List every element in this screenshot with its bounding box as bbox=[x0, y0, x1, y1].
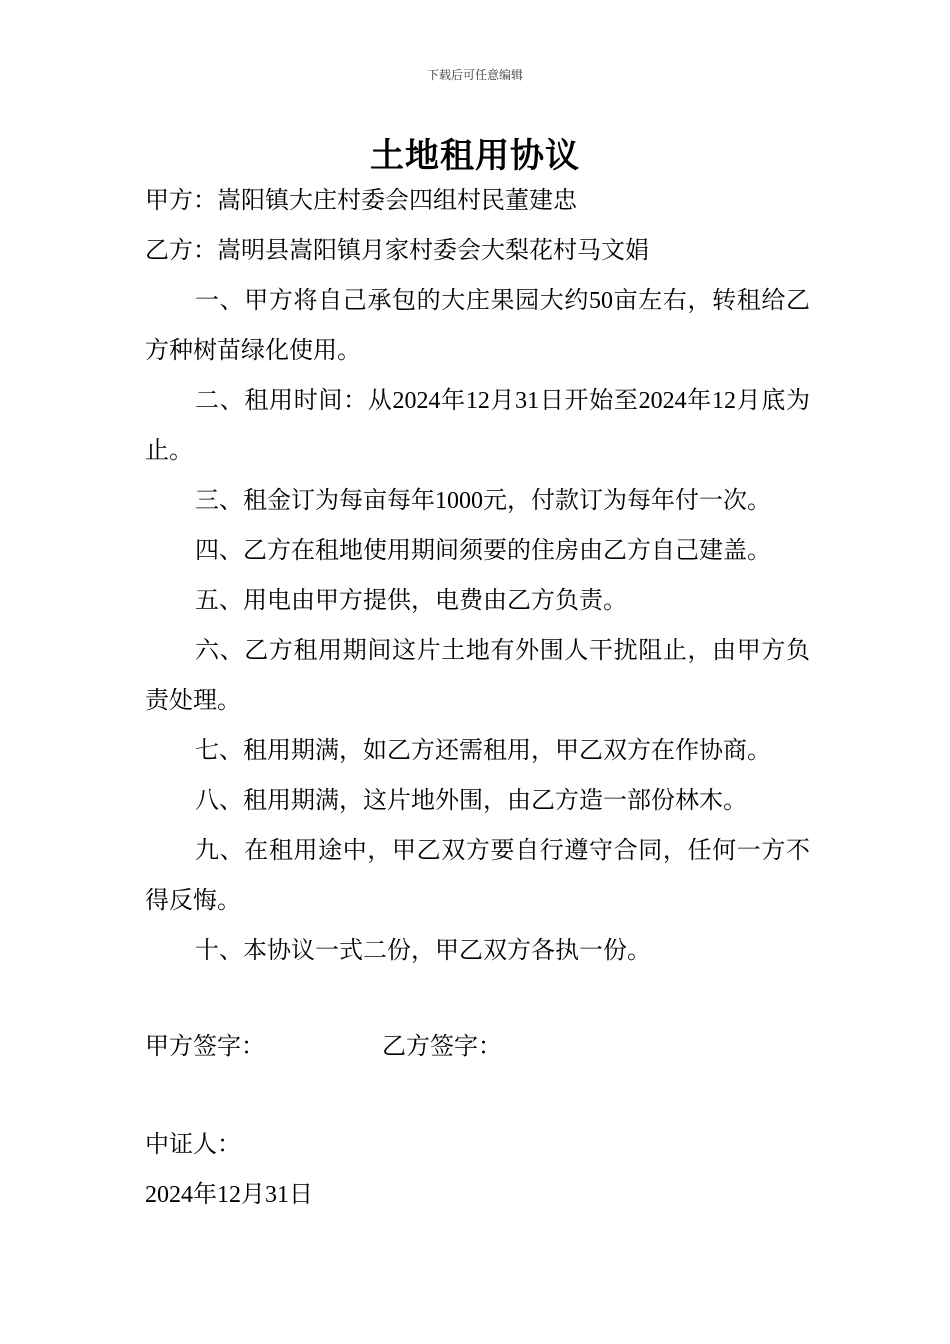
document-title: 土地租用协议 bbox=[370, 138, 580, 175]
header-note: 下载后可任意编辑 bbox=[426, 68, 523, 82]
agreement-body bbox=[145, 176, 810, 976]
clause-3: 三、租金订为每亩每年1000元，付款订为每年付一次。 bbox=[195, 488, 771, 514]
clause-1: 一、甲方将自己承包的大庄果园大约50亩左右，转租给乙方种树苗绿化使用。 bbox=[145, 288, 810, 364]
clause-10: 十、本协议一式二份，甲乙双方各执一份。 bbox=[195, 938, 651, 964]
clause-6: 六、乙方租用期间这片土地有外围人干扰阻止，由甲方负责处理。 bbox=[145, 638, 810, 714]
party-b-line: 乙方：嵩明县嵩阳镇月家村委会大梨花村马文娟 bbox=[145, 238, 649, 264]
witness-label: 中证人： bbox=[145, 1132, 241, 1158]
party-a-signature-label: 甲方签字： bbox=[145, 1034, 265, 1060]
clause-5: 五、用电由甲方提供，电费由乙方负责。 bbox=[195, 588, 627, 614]
clause-2: 二、租用时间：从2024年12月31日开始至2024年12月底为止。 bbox=[145, 388, 810, 464]
party-a-line: 甲方：嵩阳镇大庄村委会四组村民董建忠 bbox=[145, 188, 577, 214]
clause-8: 八、租用期满，这片地外围，由乙方造一部份林木。 bbox=[195, 788, 747, 814]
agreement-date: 2024年12月31日 bbox=[145, 1182, 313, 1208]
clause-7: 七、租用期满，如乙方还需租用，甲乙双方在作协商。 bbox=[195, 738, 771, 764]
party-b-signature-label: 乙方签字： bbox=[382, 1034, 502, 1060]
clause-9: 九、在租用途中，甲乙双方要自行遵守合同，任何一方不得反悔。 bbox=[145, 838, 810, 914]
clause-4: 四、乙方在租地使用期间须要的住房由乙方自己建盖。 bbox=[195, 538, 771, 564]
